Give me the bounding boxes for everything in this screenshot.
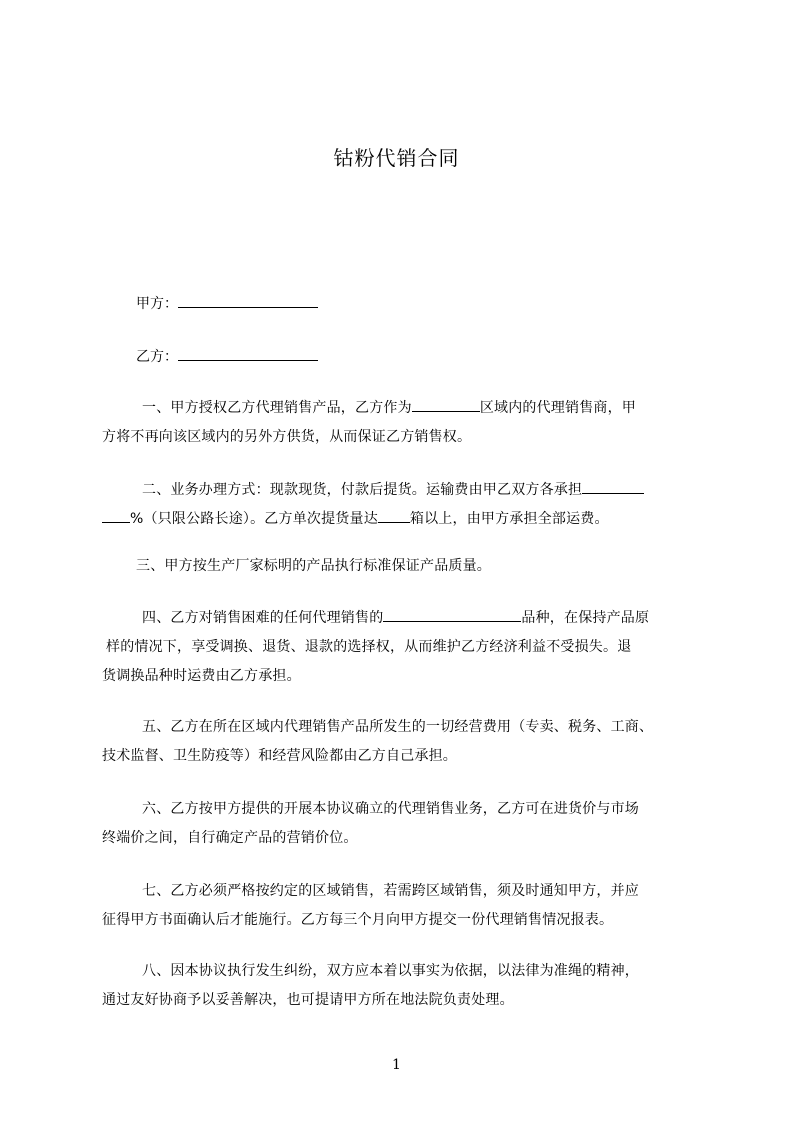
party-a-line (136, 293, 318, 313)
clause-2 (130, 476, 701, 534)
clause-4-text-b: 品种，在保持产品原 (521, 610, 650, 626)
clause-7-line-1: 七、乙方必须严格按约定的区域销售，若需跨区域销售，须及时通知甲方，并应 (142, 883, 639, 899)
clause-2-share-blank-b[interactable] (102, 508, 130, 523)
clause-2-text-b: %（只限公路长途）。乙方单次提货量达 (130, 511, 378, 527)
clause-4-line-3: 货调换品种时运费由乙方承担。 (102, 668, 301, 684)
party-b-label: 乙方： (136, 349, 178, 365)
clause-5-line-2: 技术监督、卫生防疫等）和经营风险都由乙方自己承担。 (102, 748, 457, 764)
clause-1-line-2: 方将不再向该区域内的另外方供货，从而保证乙方销售权。 (102, 429, 472, 445)
party-b-blank[interactable] (178, 346, 318, 361)
clause-4 (102, 604, 701, 691)
clause-4-text-a: 四、乙方对销售困难的任何代理销售的 (142, 610, 384, 626)
clause-2-text-c: 箱以上，由甲方承担全部运费。 (409, 511, 609, 527)
clause-7 (102, 877, 701, 935)
clause-6 (102, 795, 701, 853)
document-title: 钴粉代销合同 (333, 146, 460, 170)
clause-2-share-blank-a[interactable] (582, 479, 644, 494)
clause-5 (102, 713, 701, 771)
party-a-label: 甲方： (136, 296, 178, 312)
clause-1 (102, 394, 701, 452)
clause-3-text: 三、甲方按生产厂家标明的产品执行标准保证产品质量。 (136, 558, 491, 574)
clause-7-line-2: 征得甲方书面确认后才能施行。乙方每三个月向甲方提交一份代理销售情况报表。 (102, 912, 614, 928)
clause-1-region-blank[interactable] (412, 397, 480, 412)
clause-2-quantity-blank[interactable] (378, 508, 410, 523)
clause-4-line-2: 样的情况下，享受调换、退货、退款的选择权，从而维护乙方经济利益不受损失。退 (106, 639, 632, 655)
clause-6-line-2: 终端价之间，自行确定产品的营销价位。 (102, 830, 358, 846)
clause-8-line-1: 八、因本协议执行发生纠纷，双方应本着以事实为依据，以法律为准绳的精神， (142, 963, 639, 979)
clause-4-product-blank[interactable] (383, 607, 521, 622)
clause-8-line-2: 通过友好协商予以妥善解决，也可提请甲方所在地法院负责处理。 (102, 992, 514, 1008)
clause-1-text-a: 一、甲方授权乙方代理销售产品，乙方作为 (142, 400, 412, 416)
party-b-line (136, 346, 318, 366)
clause-6-line-1: 六、乙方按甲方提供的开展本协议确立的代理销售业务，乙方可在进货价与市场 (142, 801, 639, 817)
party-a-blank[interactable] (178, 293, 318, 308)
clause-8 (102, 957, 701, 1015)
clause-1-text-b: 区域内的代理销售商，甲 (479, 400, 637, 416)
clause-2-text-a: 二、业务办理方式：现款现货，付款后提货。运输费由甲乙双方各承担 (142, 482, 583, 498)
page-number: 1 (392, 1057, 401, 1073)
clause-5-line-1: 五、乙方在所在区域内代理销售产品所发生的一切经营费用（专卖、税务、工商、 (142, 719, 654, 735)
clause-3 (136, 552, 701, 581)
